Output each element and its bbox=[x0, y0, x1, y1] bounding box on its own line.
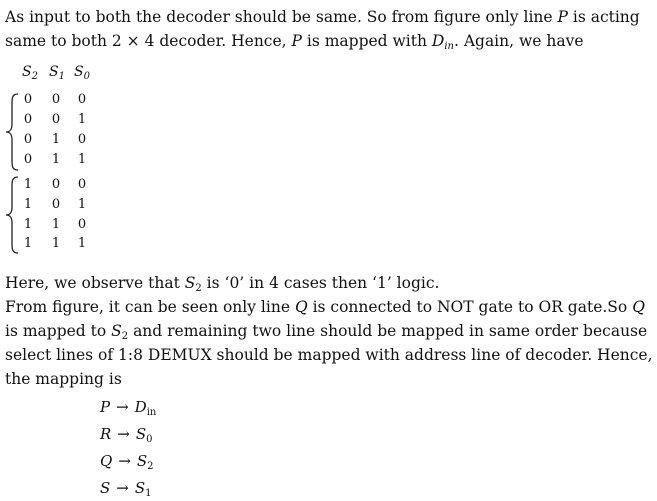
table-row: 0 0 0 bbox=[23, 92, 87, 107]
header-s1: $S_1$ bbox=[49, 64, 65, 82]
paragraph-2-line-3: is mapped to $S_2$ and remaining two line should be mapped in same order because bbox=[5, 322, 648, 342]
paragraph-2-line-5: the mapping is bbox=[5, 370, 122, 388]
mapping-row-p: $P \to D_{in}$ bbox=[100, 398, 157, 418]
mapping-row-q: $Q \to S_2$ bbox=[100, 452, 154, 472]
left-brace-group-2 bbox=[4, 175, 20, 255]
var-p: P bbox=[291, 32, 302, 50]
paragraph-2-line-2: From figure, it can be seen only line Q is connected to NOT gate to OR gate.So Q bbox=[5, 298, 645, 316]
paragraph-2-line-1: Here, we observe that $S_2$ is ‘0’ in 4 cases then ‘1’ logic. bbox=[5, 274, 440, 294]
table-row: 1 0 1 bbox=[23, 197, 87, 212]
table-row: 1 1 1 bbox=[23, 236, 87, 251]
mapping-row-s: $S \to S_1$ bbox=[100, 479, 152, 499]
table-row: 1 1 0 bbox=[23, 217, 87, 232]
table-row: 0 1 1 bbox=[23, 152, 87, 167]
mapping-row-r: $R \to S_0$ bbox=[100, 425, 153, 445]
right-arrow-icon: → bbox=[116, 479, 129, 497]
right-arrow-icon: → bbox=[116, 398, 129, 416]
paragraph-2-line-4: select lines of 1:8 DEMUX should be mapped with address line of decoder. Hence, bbox=[5, 346, 653, 364]
header-s0: $S_0$ bbox=[74, 64, 90, 82]
right-arrow-icon: → bbox=[118, 452, 131, 470]
paragraph-1-line-1: As input to both the decoder should be same. So from figure only line P is acting bbox=[5, 8, 640, 26]
paragraph-1-line-2: same to both 2 × 4 decoder. Hence, P is mapped with $D_{in}$. Again, we have bbox=[5, 32, 584, 52]
var-p: P bbox=[557, 8, 568, 26]
table-row: 0 1 0 bbox=[23, 132, 87, 147]
header-s2: $S_2$ bbox=[22, 64, 38, 82]
table-row: 0 0 1 bbox=[23, 112, 87, 127]
left-brace-group-1 bbox=[4, 92, 20, 172]
table-row: 1 0 0 bbox=[23, 177, 87, 192]
var-d-in: D bbox=[431, 32, 445, 50]
right-arrow-icon: → bbox=[117, 425, 130, 443]
